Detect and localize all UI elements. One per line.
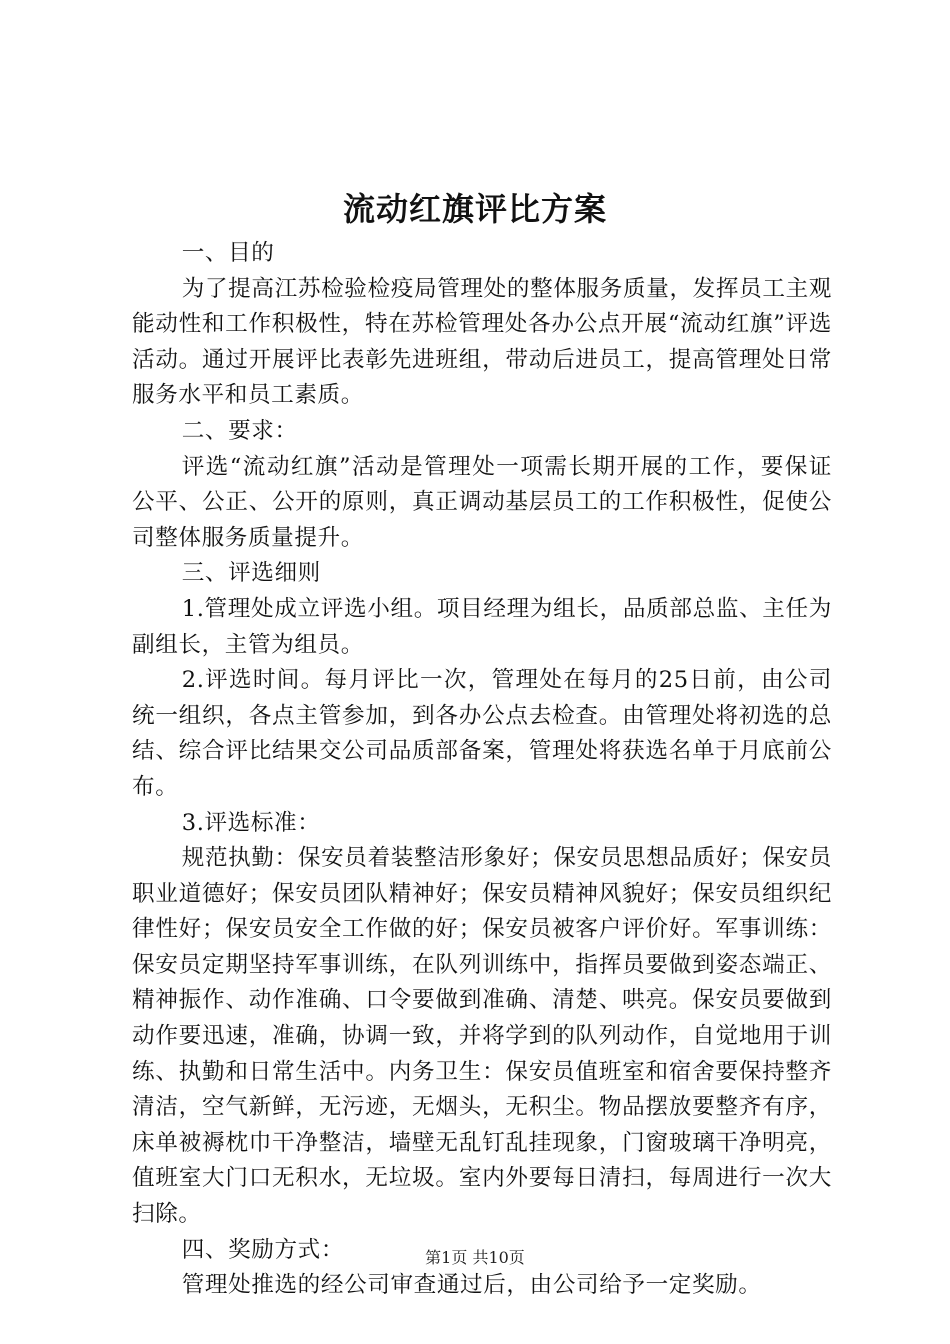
paragraph-rule-1: 1.管理处成立评选小组。项目经理为组长，品质部总监、主任为副组长，主管为组员。 (132, 595, 832, 658)
paragraph-purpose: 为了提高江苏检验检疫局管理处的整体服务质量，发挥员工主观能动性和工作积极性，特在苏检管理处各办公点开展“流动红旗”评选活动。通过开展评比表彰先进班组，带动后进员工，提高管理处日常服务水平和员工素质。 (132, 275, 832, 409)
paragraph-requirements: 评选“流动红旗”活动是管理处一项需长期开展的工作，要保证公平、公正、公开的原则，真正调动基层员工的工作积极性，促使公司整体服务质量提升。 (132, 453, 832, 551)
paragraph-rewards: 管理处推选的经公司审查通过后，由公司给予一定奖励。 (181, 1272, 762, 1299)
section-heading-rewards: 四、奖励方式： (181, 1236, 345, 1263)
paragraph-rule-3-heading: 3.评选标准： (181, 809, 321, 836)
paragraph-rule-2: 2.评选时间。每月评比一次，管理处在每月的25日前，由公司统一组织，各点主管参加，到各办公点去检查。由管理处将初选的总结、综合评比结果交公司品质部备案，管理处将获选名单于月底前公布。 (132, 667, 832, 800)
section-heading-rules: 三、评选细则 (181, 560, 321, 587)
document-title: 流动红旗评比方案 (342, 190, 607, 228)
document-body (132, 236, 832, 1304)
paragraph-standards: 规范执勤：保安员着装整洁形象好；保安员思想品质好；保安员职业道德好；保安员团队精神好；保安员精神风貌好；保安员组织纪律性好；保安员安全工作做的好；保安员被客户评价好。军事训练：保安员定期坚持军事训练，在队列训练中，指挥员要做到姿态端正、精神振作、动作准确、口令要做到准确、清楚、哄亮。保安员要做到动作要迅速，准确，协调一致，并将学到的队列动作，自觉地用于训练、执勤和日常生活中。内务卫生：保安员值班室和宿舍要保持整齐清洁，空气新鲜，无污迹，无烟头，无积尘。物品摆放要整齐有序，床单被褥枕巾干净整洁，墙壁无乱钉乱挂现象，门窗玻璃干净明亮，值班室大门口无积水，无垃圾。室内外要每日清扫，每周进行一次大扫除。 (132, 845, 832, 1228)
section-heading-purpose: 一、目的 (181, 240, 275, 266)
page-number: 第1页 共10页 (425, 1248, 525, 1267)
section-heading-requirements: 二、要求： (181, 417, 298, 444)
